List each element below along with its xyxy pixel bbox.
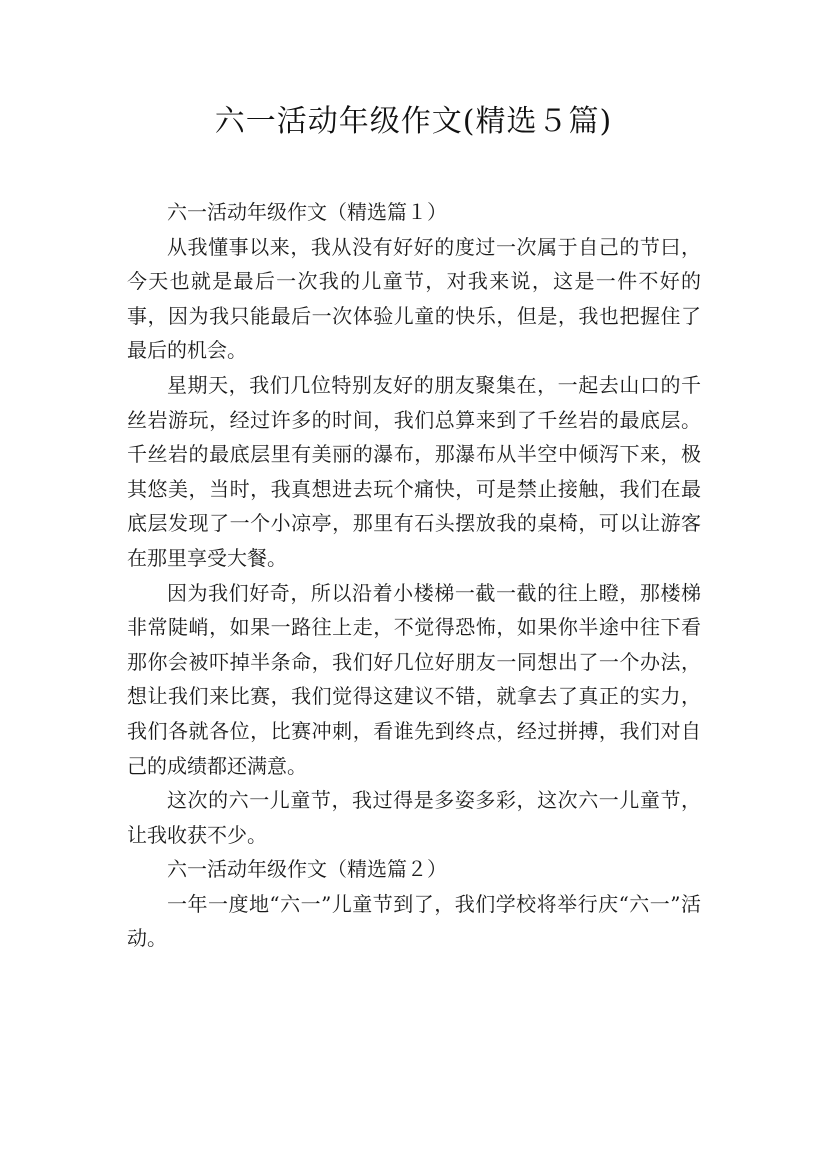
paragraph: 从我懂事以来，我从没有好好的度过一次属于自己的节曰，今天也就是最后一次我的儿童节，对我来说，这是一件不好的事，因为我只能最后一次体验儿童的快乐，但是，我也把握住了最后的机会。 [127, 234, 701, 363]
paragraph: 一年一度地“六一”儿童节到了，我们学校将举行庆“六一”活动。 [127, 891, 701, 951]
document-title: 六一活动年级作文(精选５篇) [214, 104, 613, 139]
paragraph: 因为我们好奇，所以沿着小楼梯一截一截的往上瞪，那楼梯非常陡峭，如果一路往上走，不觉得恐怖，如果你半途中往下看那你会被吓掉半条命，我们好几位好朋友一同想出了一个办法，想让我们来比赛，我们觉得这建议不错，就拿去了真正的实力，我们各就各位，比赛冲刺，看谁先到终点，经过拼搏，我们对自己的成绩都还满意。 [127, 580, 701, 778]
section-heading-1: 六一活动年级作文（精选篇１） [167, 200, 447, 224]
paragraph: 这次的六一儿童节，我过得是多姿多彩，这次六一儿童节，让我收获不少。 [127, 788, 701, 847]
document-body [127, 195, 701, 956]
paragraph: 星期天，我们几位特别友好的朋友聚集在，一起去山口的千丝岩游玩，经过许多的时间，我们总算来到了千丝岩的最底层。千丝岩的最底层里有美丽的瀑布，那瀑布从半空中倾泻下来，极其悠美，当时，我真想进去玩个痛快，可是禁止接触，我们在最底层发现了一个小凉亭，那里有石头摆放我的桌椅，可以让游客在那里享受大餐。 [127, 372, 701, 570]
section-heading-2: 六一活动年级作文（精选篇２） [167, 857, 447, 882]
